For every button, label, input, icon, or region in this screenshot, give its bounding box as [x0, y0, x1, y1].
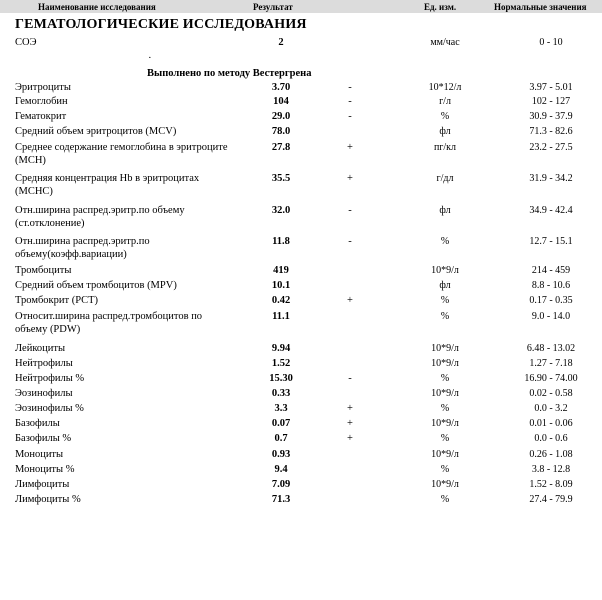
row-name: Лейкоциты: [15, 343, 66, 354]
row-result: 104: [273, 96, 289, 107]
row-norm: 23.2 - 27.5: [529, 142, 573, 153]
row-flag: -: [348, 373, 352, 384]
row-flag: -: [348, 111, 352, 122]
header-result: Результат: [253, 2, 293, 12]
row-name: Гемоглобин: [15, 96, 68, 107]
method-note: Выполнено по методу Вестергрена: [147, 68, 312, 79]
row-name: Базофилы %: [15, 433, 72, 444]
row-result: 32.0: [271, 205, 291, 216]
row-name: Моноциты: [15, 449, 64, 460]
row-unit: %: [440, 433, 450, 444]
row-norm: 0.17 - 0.35: [529, 295, 573, 306]
row-norm: 9.0 - 14.0: [531, 311, 571, 322]
row-norm: 0.26 - 1.08: [529, 449, 573, 460]
row-result: 2: [278, 37, 284, 48]
row-norm: 214 - 459: [531, 265, 571, 276]
row-flag: +: [347, 142, 353, 153]
row-norm: 16.90 - 74.00: [524, 373, 578, 384]
row-result: 3.70: [271, 82, 291, 93]
row-result: 78.0: [271, 126, 291, 137]
row-norm: 71.3 - 82.6: [529, 126, 573, 137]
row-name: Отн.ширина распред.эритр.по объему (ст.отклонение): [15, 205, 185, 229]
row-result: 419: [273, 265, 289, 276]
row-name: Моноциты %: [15, 464, 75, 475]
header-unit: Ед. изм.: [424, 2, 457, 12]
row-name: Лимфоциты %: [15, 494, 81, 505]
row-norm: 30.9 - 37.9: [529, 111, 573, 122]
row-unit: 10*12/л: [428, 82, 462, 93]
row-unit: фл: [439, 280, 451, 291]
row-name: Эритроциты: [15, 82, 71, 93]
row-name: Гематокрит: [15, 111, 67, 122]
row-result: 7.09: [271, 479, 291, 490]
row-norm: 0.02 - 0.58: [529, 388, 573, 399]
row-norm: 0.0 - 0.6: [534, 433, 568, 444]
row-flag: +: [347, 295, 353, 306]
row-name: Отн.ширина распред.эритр.по объему(коэфф.вариации): [15, 236, 150, 260]
row-unit: мм/час: [430, 37, 460, 48]
row-norm: 0.0 - 3.2: [534, 403, 568, 414]
row-unit: фл: [439, 205, 451, 216]
row-unit: пг/кл: [433, 142, 457, 153]
row-unit: 10*9/л: [431, 343, 459, 354]
row-unit: 10*9/л: [431, 358, 459, 369]
row-unit: %: [440, 111, 450, 122]
row-name: Среднее содержание гемоглобина в эритроците (MCH): [15, 142, 228, 166]
row-result: 29.0: [271, 111, 291, 122]
row-name: Средний объем тромбоцитов (MPV): [15, 280, 177, 291]
row-result: 10.1: [271, 280, 291, 291]
row-flag: +: [347, 433, 353, 444]
row-result: 1.52: [271, 358, 291, 369]
row-norm: 1.27 - 7.18: [529, 358, 573, 369]
row-unit: 10*9/л: [431, 265, 459, 276]
row-unit: г/дл: [436, 173, 454, 184]
row-name: Нейтрофилы: [15, 358, 73, 369]
row-norm: 27.4 - 79.9: [529, 494, 573, 505]
row-name: Эозинофилы %: [15, 403, 84, 414]
row-result: 15.30: [269, 373, 293, 384]
row-name: Тромбоциты: [15, 265, 72, 276]
row-norm: 6.48 - 13.02: [526, 343, 576, 354]
row-norm: 34.9 - 42.4: [529, 205, 573, 216]
row-norm: 102 - 127: [531, 96, 571, 107]
row-unit: 10*9/л: [431, 449, 459, 460]
row-result: 11.8: [272, 236, 290, 247]
row-unit: %: [440, 295, 450, 306]
header-name: Наименование исследования: [38, 2, 156, 12]
row-result: 0.07: [271, 418, 291, 429]
row-norm: 8.8 - 10.6: [531, 280, 571, 291]
section-title: ГЕМАТОЛОГИЧЕСКИЕ ИССЛЕДОВАНИЯ: [15, 17, 307, 32]
row-norm: 3.97 - 5.01: [529, 82, 573, 93]
row-norm: 3.8 - 12.8: [531, 464, 571, 475]
row-flag: -: [348, 82, 352, 93]
header-norm: Нормальные значения: [494, 2, 587, 12]
row-norm: 0 - 10: [539, 37, 563, 48]
bullet-dot: ·: [148, 52, 152, 64]
row-result: 27.8: [271, 142, 291, 153]
row-result: 0.33: [271, 388, 291, 399]
row-name: СОЭ: [15, 37, 37, 48]
row-name: Нейтрофилы %: [15, 373, 85, 384]
row-norm: 31.9 - 34.2: [529, 173, 573, 184]
row-unit: %: [440, 494, 450, 505]
row-name: Тромбокрит (PCT): [15, 295, 98, 306]
row-norm: 12.7 - 15.1: [529, 236, 573, 247]
row-result: 35.5: [271, 173, 291, 184]
table-header: [0, 0, 602, 13]
row-unit: 10*9/л: [431, 479, 459, 490]
row-flag: -: [348, 205, 352, 216]
row-flag: -: [348, 236, 352, 247]
row-name: Средняя концентрация Hb в эритроцитах (MCHC): [15, 173, 200, 197]
row-name: Базофилы: [15, 418, 60, 429]
row-result: 3.3: [274, 403, 288, 414]
row-result: 0.93: [271, 449, 291, 460]
row-unit: %: [440, 464, 450, 475]
row-name: Относит.ширина распред.тромбоцитов по объему (PDW): [15, 311, 203, 335]
row-result: 71.3: [271, 494, 291, 505]
row-flag: +: [347, 418, 353, 429]
row-flag: +: [347, 403, 353, 414]
row-unit: г/л: [439, 96, 451, 107]
row-unit: 10*9/л: [431, 418, 459, 429]
row-unit: 10*9/л: [431, 388, 459, 399]
row-unit: %: [440, 373, 450, 384]
row-result: 9.4: [274, 464, 288, 475]
row-norm: 1.52 - 8.09: [529, 479, 573, 490]
row-flag: -: [348, 96, 352, 107]
row-unit: %: [440, 236, 450, 247]
row-unit: %: [440, 311, 450, 322]
row-name: Средний объем эритроцитов (MCV): [15, 126, 177, 137]
row-flag: +: [347, 173, 353, 184]
row-result: 11.1: [272, 311, 290, 322]
row-result: 9.94: [271, 343, 291, 354]
row-name: Эозинофилы: [15, 388, 73, 399]
row-norm: 0.01 - 0.06: [529, 418, 573, 429]
row-result: 0.7: [274, 433, 288, 444]
row-result: 0.42: [271, 295, 291, 306]
row-unit: фл: [439, 126, 451, 137]
row-unit: %: [440, 403, 450, 414]
row-name: Лимфоциты: [15, 479, 70, 490]
